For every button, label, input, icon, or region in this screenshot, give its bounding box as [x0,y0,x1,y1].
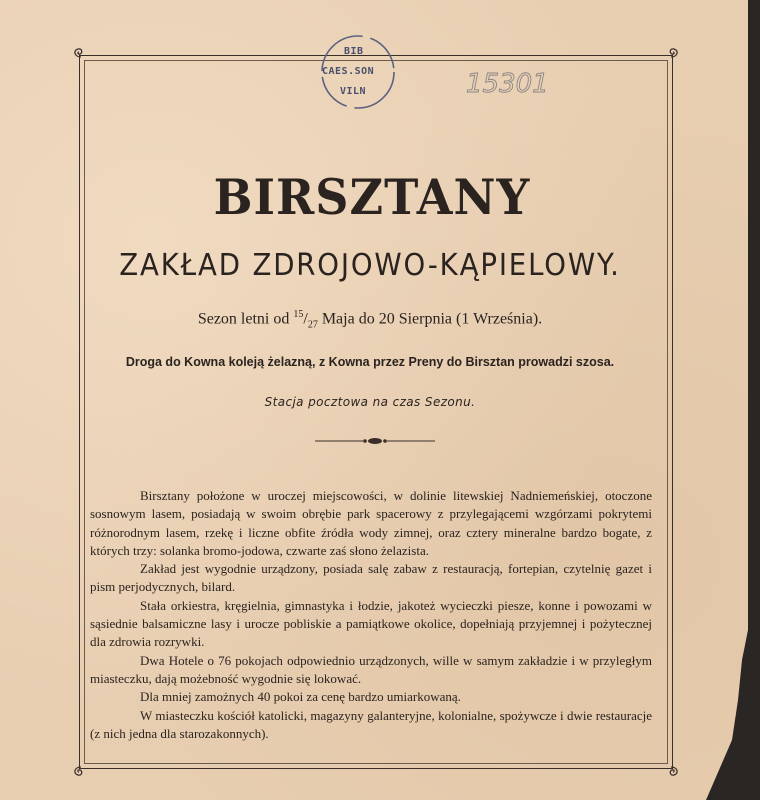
season-slash: / [303,310,308,328]
corner-ornament-top-right [660,46,682,68]
road-directions: Droga do Kowna koleją żelazną, z Kowna przez Preny do Birsztan prowadzi szosa. [125,355,615,369]
corner-ornament-bottom-left [70,756,92,778]
handwritten-number-text: 15301 [466,69,549,99]
paragraph-hotels: Dwa Hotele o 76 pokojach odpowiednio urządzonych, wille w samym zakładzie i w przyległym miasteczku, dają możebność wygodnie się lokować. [90,652,652,686]
handwritten-number [462,64,562,100]
divider-ornament [315,434,435,446]
paragraph-facilities: Zakład jest wygodnie urządzony, posiada salę zabaw z restauracją, fortepian, czytelnię gazet i pism perjodycznych, bilard. [90,561,652,595]
paragraph-location: Birsztany położone w uroczej miejscowości, w dolinie litewskiej Nadniemeńskiej, otoczone sosnowym lasem, posiadają w swoim obrębie park spacerowy z przylegającemi wzgórzami pokrytemi różnorodnym lasem, rzekę i liczne obfite źródła wody zimnej, oraz cztery mineralne bardzo bogate, z których trzy: solanka bromo-jodowa, czwarte zaś słono żelazista. [90,488,652,558]
corner-ornament-bottom-right [660,756,682,778]
stamp-line-1: BIB [344,46,364,57]
postal-station-note: Stacja pocztowa na czas Sezonu. [264,395,476,409]
season-suffix: Maja do 20 Sierpnia (1 Września). [321,310,543,328]
stamp-line-2: CAES.SON [322,66,375,77]
season-prefix: Sezon letni od [197,310,290,328]
season-date-top: 15 [293,309,304,320]
page-subtitle: ZAKŁAD ZDROJOWO-KĄPIELOWY. [119,248,621,283]
body-text [90,487,652,743]
paragraph-budget-rooms: Dla mniej zamożnych 40 pokoi za cenę bardzo umiarkowaną. [140,689,461,705]
page-title: BIRSZTANY [213,168,531,226]
library-stamp [318,32,398,112]
paragraph-town: W miasteczku kościół katolicki, magazyny galanteryjne, kolonialne, spożywcze i dwie restauracje (z nich jedna dla starozakonnych). [90,707,652,741]
season-date-bottom: 27 [307,319,318,331]
season-line [0,309,750,331]
paragraph-recreation: Stała orkiestra, kręgielnia, gimnastyka i łodzie, jakoteż wycieczki piesze, konne i powozami w sąsiednie balsamiczne lasy i urocze pobliskie a pamiątkowe okolice, dopełniają przyjemnej i pożytecznej dla zdrowia rozrywki. [90,597,652,650]
stamp-line-3: VILN [340,86,367,97]
corner-ornament-top-left [70,46,92,68]
